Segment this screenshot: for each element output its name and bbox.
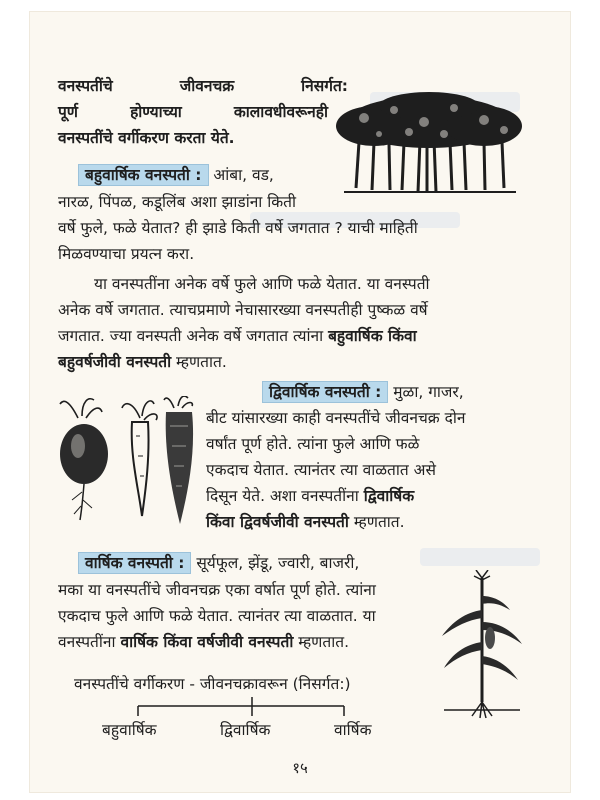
intro-word: कालावधीवरूनही (233, 103, 328, 121)
annual-line: मका या वनस्पतींचे जीवनचक्र एका वर्षात पूर्ण होते. त्यांना (58, 581, 376, 599)
diagram-title: वनस्पतींचे वर्गीकरण - जीवनचक्रावरून (निसर्गत:) (74, 675, 351, 693)
annual-text: वनस्पतींना (58, 633, 121, 651)
branch-biennial: द्विवार्षिक (220, 721, 271, 739)
biennial-line: बीट यांसारख्या काही वनस्पतींचे जीवनचक्र दोन (206, 409, 466, 427)
intro-word: होण्याच्या (130, 103, 182, 121)
intro-heading-word: निसर्गत: (301, 77, 348, 95)
perennial-line: वर्षे फुले, फळे येतात? ही झाडे किती वर्षे जगतात ? याची माहिती (58, 219, 418, 237)
perennial-label: बहुवार्षिक वनस्पती : (78, 164, 209, 186)
perennial-term: बहुवर्षजीवी वनस्पती (58, 353, 172, 371)
perennial-para-line: या वनस्पतींना अनेक वर्षे फुले आणि फळे येतात. या वनस्पती (94, 275, 430, 293)
biennial-line: वर्षांत पूर्ण होते. त्यांना फुले आणि फळे (206, 435, 420, 453)
intro-heading-word: वनस्पतींचे (58, 77, 113, 95)
biennial-term: किंवा द्विवर्षजीवी वनस्पती (206, 513, 349, 531)
biennial-term: द्विवार्षिक (363, 487, 415, 505)
intro-heading-word: जीवनचक्र (179, 77, 235, 95)
biennial-text: दिसून येते. अशा वनस्पतींना (206, 487, 364, 505)
perennial-text: जगतात. ज्या वनस्पती अनेक वर्षे जगतात त्यांना (58, 327, 329, 345)
biennial-examples: मुळा, गाजर, (388, 383, 464, 401)
page-number: १५ (292, 759, 308, 777)
biennial-line: एकदाच येतात. त्यानंतर त्या वाळतात असे (206, 461, 436, 479)
annual-examples: सूर्यफूल, झेंडू, ज्वारी, बाजरी, (191, 554, 360, 572)
annual-term: वार्षिक किंवा वर्षजीवी वनस्पती (120, 633, 294, 651)
branch-perennial: बहुवार्षिक (102, 721, 157, 739)
perennial-line: मिळवण्याचा प्रयत्न करा. (58, 245, 195, 263)
perennial-line: नारळ, पिंपळ, कडूलिंब अशा झाडांना किती (58, 193, 297, 211)
branch-annual: वार्षिक (334, 721, 372, 739)
perennial-term: बहुवार्षिक किंवा (328, 327, 417, 345)
perennial-examples: आंबा, वड, (208, 166, 274, 184)
annual-line: एकदाच फुले आणि फळे येतात. त्यानंतर त्या वाळतात. या (58, 607, 376, 625)
perennial-text: म्हणतात. (171, 353, 227, 371)
biennial-text: म्हणतात. (348, 513, 405, 531)
intro-word: पूर्ण (58, 103, 79, 121)
annual-text: म्हणतात. (293, 633, 350, 651)
perennial-para-line: अनेक वर्षे जगतात. त्याचप्रमाणे नेचासारख्या वनस्पतीही पुष्कळ वर्षे (58, 301, 428, 319)
intro-line: वनस्पतींचे वर्गीकरण करता येते. (58, 129, 235, 147)
biennial-label: द्विवार्षिक वनस्पती : (262, 381, 388, 403)
annual-label: वार्षिक वनस्पती : (78, 552, 191, 574)
